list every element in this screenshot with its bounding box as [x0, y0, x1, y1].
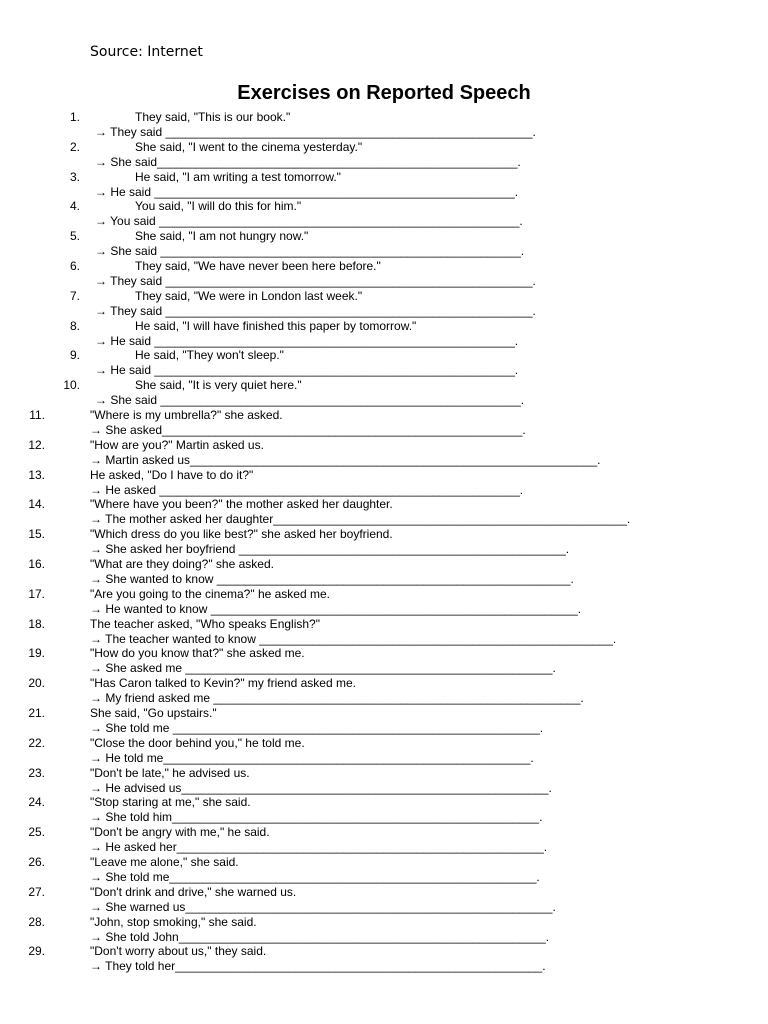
- answer-line: → They said _______________________________________________________.: [95, 125, 536, 139]
- exercise-item: [0, 199, 768, 229]
- exercise-item: [0, 766, 768, 796]
- exercise-number: 17.: [28, 586, 45, 601]
- exercise-item: [0, 438, 768, 468]
- exercise-prompt: "Don't worry about us," they said.: [90, 944, 267, 959]
- exercise-prompt: She said, "I am not hungry now.": [135, 229, 309, 244]
- exercise-number: 3.: [69, 169, 80, 184]
- exercise-item: [0, 706, 768, 736]
- exercise-item: [0, 170, 768, 200]
- exercise-item: [0, 468, 768, 498]
- exercise-item: [0, 855, 768, 885]
- exercise-prompt: "Don't be late," he advised us.: [90, 765, 250, 780]
- answer-line: → He asked ______________________________________________________.: [90, 482, 524, 497]
- exercise-number: 14.: [28, 497, 45, 512]
- exercise-number: 5.: [69, 229, 80, 244]
- exercise-item: [0, 110, 768, 140]
- page-title: Exercises on Reported Speech: [237, 82, 531, 104]
- exercise-number: 29.: [28, 944, 45, 959]
- exercise-prompt: "Has Caron talked to Kevin?" my friend asked me.: [90, 676, 356, 691]
- exercise-item: [0, 617, 768, 647]
- exercise-item: [0, 646, 768, 676]
- exercise-item: [0, 795, 768, 825]
- exercise-number: 23.: [28, 765, 45, 780]
- exercise-item: [0, 319, 768, 349]
- exercise-prompt: They said, "We were in London last week.": [135, 288, 363, 303]
- exercise-prompt: He said, "They won't sleep.": [135, 348, 284, 363]
- exercise-number: 2.: [69, 139, 80, 154]
- answer-line: → She said______________________________________________________.: [95, 154, 521, 169]
- answer-line: → She told me _______________________________________________________.: [90, 720, 544, 735]
- exercise-prompt: "What are they doing?" she asked.: [90, 556, 274, 571]
- exercise-item: [0, 378, 768, 408]
- exercise-item: [0, 408, 768, 438]
- exercise-item: [0, 259, 768, 289]
- exercise-prompt: "Where have you been?" the mother asked her daughter.: [90, 497, 393, 512]
- exercise-prompt: "How do you know that?" she asked me.: [90, 646, 305, 661]
- exercise-item: [0, 229, 768, 259]
- answer-line: → She said ______________________________________________________.: [95, 244, 525, 259]
- exercise-item: [0, 885, 768, 915]
- exercise-number: 28.: [28, 914, 45, 929]
- exercise-item: [0, 289, 768, 319]
- answer-line: → She told him_______________________________________________________.: [90, 810, 543, 825]
- exercise-item: [0, 348, 768, 378]
- exercise-number: 11.: [29, 407, 45, 422]
- answer-line: → He said ______________________________________________________.: [95, 184, 519, 199]
- exercise-number: 6.: [69, 258, 80, 273]
- exercise-number: 10.: [63, 378, 80, 393]
- exercise-number: 1.: [69, 110, 80, 124]
- answer-line: → He said ______________________________________________________.: [95, 333, 519, 348]
- exercise-prompt: "Which dress do you like best?" she asked her boyfriend.: [90, 527, 393, 542]
- answer-line: → They said _______________________________________________________.: [95, 303, 536, 318]
- answer-line: → She asked______________________________________________________.: [90, 422, 526, 437]
- answer-line: → He said ______________________________________________________.: [95, 363, 519, 378]
- exercise-prompt: "How are you?" Martin asked us.: [90, 437, 264, 452]
- exercise-prompt: "Don't be angry with me," he said.: [90, 825, 270, 840]
- exercise-prompt: He asked, "Do I have to do it?": [90, 467, 254, 482]
- exercise-prompt: She said, "It is very quiet here.": [135, 378, 302, 393]
- answer-line: → The mother asked her daughter_____________________________________________________.: [90, 512, 631, 527]
- answer-line: → You said ______________________________________________________.: [95, 214, 523, 229]
- answer-line: → He asked her_______________________________________________________.: [90, 840, 548, 855]
- answer-line: → He wanted to know _______________________________________________________.: [90, 601, 582, 616]
- source-note: Source: Internet: [90, 44, 203, 60]
- exercise-prompt: "Stop staring at me," she said.: [90, 795, 251, 810]
- exercise-prompt: You said, "I will do this for him.": [135, 199, 302, 214]
- exercise-prompt: They said, "This is our book.": [135, 110, 291, 124]
- exercise-prompt: "Where is my umbrella?" she asked.: [90, 407, 283, 422]
- exercise-item: [0, 527, 768, 557]
- answer-line: → She told John_______________________________________________________.: [90, 929, 550, 944]
- exercise-item: [0, 587, 768, 617]
- answer-line: → He advised us_______________________________________________________.: [90, 780, 552, 795]
- answer-line: → She said ______________________________________________________.: [95, 393, 525, 408]
- answer-line: → The teacher wanted to know _____________________________________________________.: [90, 631, 617, 646]
- answer-line: → Martin asked us_____________________________________________________________.: [90, 452, 601, 467]
- exercise-item: [0, 140, 768, 170]
- exercise-item: [0, 825, 768, 855]
- exercise-number: 7.: [69, 288, 80, 303]
- exercise-prompt: The teacher asked, "Who speaks English?": [90, 616, 320, 631]
- answer-line: → My friend asked me _______________________________________________________.: [90, 691, 584, 706]
- answer-line: → She asked her boyfriend _________________________________________________.: [90, 542, 570, 557]
- exercise-item: [0, 915, 768, 945]
- exercise-number: 4.: [69, 199, 80, 214]
- exercise-prompt: He said, "I am writing a test tomorrow.": [135, 169, 341, 184]
- answer-line: → She warned us_______________________________________________________.: [90, 899, 556, 914]
- exercise-prompt: He said, "I will have finished this paper by tomorrow.": [135, 318, 417, 333]
- exercise-number: 13.: [28, 467, 45, 482]
- exercise-number: 20.: [28, 676, 45, 691]
- answer-line: → They said _______________________________________________________.: [95, 273, 536, 288]
- exercise-item: [0, 676, 768, 706]
- exercise-number: 26.: [28, 854, 45, 869]
- exercise-prompt: "Are you going to the cinema?" he asked me.: [90, 586, 330, 601]
- exercise-number: 8.: [69, 318, 80, 333]
- answer-line: → She wanted to know _____________________________________________________.: [90, 571, 574, 586]
- exercise-number: 15.: [28, 527, 45, 542]
- exercise-item: [0, 736, 768, 766]
- exercise-prompt: They said, "We have never been here before.": [135, 258, 381, 273]
- exercise-prompt: "John, stop smoking," she said.: [90, 914, 257, 929]
- exercise-number: 22.: [28, 735, 45, 750]
- exercise-number: 25.: [28, 825, 45, 840]
- exercise-number: 21.: [28, 705, 45, 720]
- exercise-number: 9.: [69, 348, 80, 363]
- answer-line: → He told me_______________________________________________________.: [90, 750, 534, 765]
- exercise-item: [0, 497, 768, 527]
- exercise-number: 18.: [28, 616, 45, 631]
- exercise-prompt: "Close the door behind you," he told me.: [90, 735, 305, 750]
- exercise-prompt: "Leave me alone," she said.: [90, 854, 239, 869]
- exercise-prompt: She said, "I went to the cinema yesterday.": [135, 139, 363, 154]
- exercise-item: [0, 944, 768, 974]
- exercise-number: 12.: [28, 437, 45, 452]
- exercise-prompt: "Don't drink and drive," she warned us.: [90, 884, 297, 899]
- exercise-number: 27.: [28, 884, 45, 899]
- exercise-number: 24.: [28, 795, 45, 810]
- answer-line: → She asked me _______________________________________________________.: [90, 661, 556, 676]
- exercise-prompt: She said, "Go upstairs.": [90, 705, 217, 720]
- exercise-item: [0, 557, 768, 587]
- answer-line: → She told me_______________________________________________________.: [90, 869, 540, 884]
- exercise-list: [0, 110, 768, 974]
- answer-line: → They told her_______________________________________________________.: [90, 959, 546, 974]
- exercise-number: 19.: [28, 646, 45, 661]
- exercise-number: 16.: [28, 556, 45, 571]
